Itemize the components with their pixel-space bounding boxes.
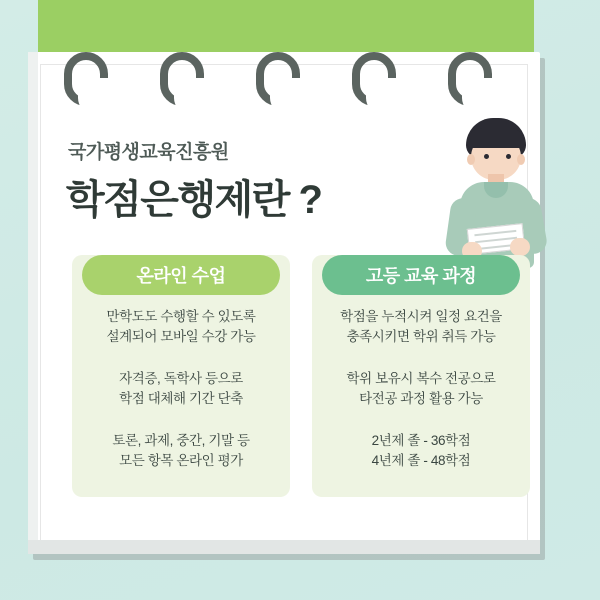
board-left-edge xyxy=(28,52,38,554)
card-text-line: 설계되어 모바일 수강 가능 xyxy=(106,329,256,344)
eye-right xyxy=(506,154,511,159)
fringe-shape xyxy=(467,128,525,148)
card-text-block xyxy=(328,431,514,471)
card-text-block xyxy=(328,369,514,409)
card-text-line: 2년제 졸 - 36학점 xyxy=(371,433,471,448)
page-title: 학점은행제란 ? xyxy=(66,178,322,222)
card-text-line: 학점을 누적시켜 일정 요건을 xyxy=(340,309,502,324)
hand-right xyxy=(510,238,530,256)
card-text-line: 토론, 과제, 중간, 기말 등 xyxy=(112,433,250,448)
ear-left xyxy=(467,154,475,165)
card-body-online-class xyxy=(72,307,290,487)
card-text-line: 타전공 과정 활용 가능 xyxy=(359,391,483,406)
binder-ring-icon xyxy=(160,52,204,106)
binder-ring-icon xyxy=(448,52,492,106)
kicker-text: 국가평생교육진흥원 xyxy=(68,142,229,163)
card-text-block xyxy=(88,431,274,471)
card-title-higher-education: 고등 교육 과정 xyxy=(322,255,520,295)
card-text-line: 만학도도 수행할 수 있도록 xyxy=(106,309,256,324)
board-bottom-edge xyxy=(28,540,540,554)
binder-ring-icon xyxy=(256,52,300,106)
card-text-line: 학위 보유시 복수 전공으로 xyxy=(346,371,496,386)
card-text-block xyxy=(88,307,274,347)
card-text-line: 충족시키면 학위 취득 가능 xyxy=(346,329,496,344)
student-illustration xyxy=(440,118,560,268)
card-text-block xyxy=(88,369,274,409)
card-text-line: 모든 항목 온라인 평가 xyxy=(119,453,243,468)
card-text-line: 4년제 졸 - 48학점 xyxy=(371,453,471,468)
card-title-online-class: 온라인 수업 xyxy=(82,255,280,295)
binder-ring-icon xyxy=(352,52,396,106)
card-text-block xyxy=(328,307,514,347)
card-text-line: 자격증, 독학사 등으로 xyxy=(119,371,243,386)
card-body-higher-education xyxy=(312,307,530,487)
eye-left xyxy=(484,154,489,159)
binder-ring-icon xyxy=(64,52,108,106)
card-online-class xyxy=(72,255,290,497)
ear-right xyxy=(517,154,525,165)
card-text-line: 학점 대체해 기간 단축 xyxy=(119,391,243,406)
card-higher-education xyxy=(312,255,530,497)
